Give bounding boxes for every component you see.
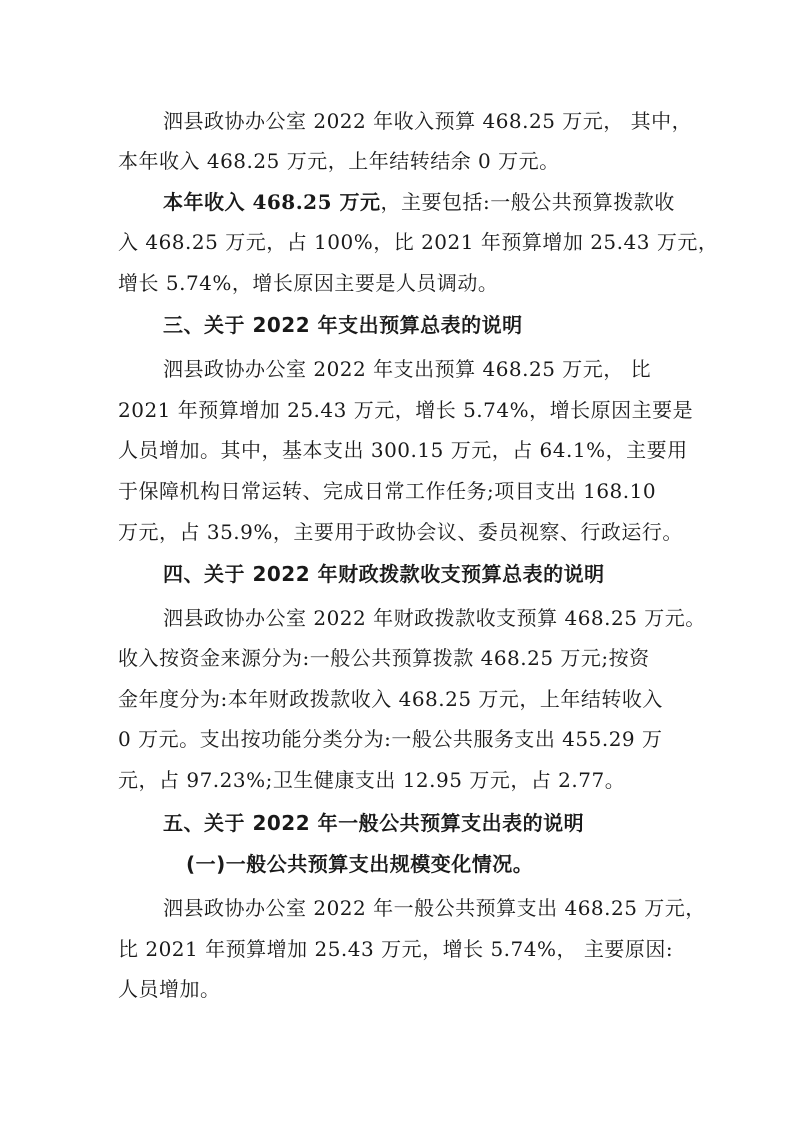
paragraph-line-8: 2021 年预算增加 25.43 万元，增长 5.74%，增长原因主要是 bbox=[118, 398, 694, 422]
paragraph-line-7: 泗县政协办公室 2022 年支出预算 468.25 万元， 比 bbox=[163, 357, 652, 381]
section-heading-5: 五、关于 2022 年一般公共预算支出表的说明 bbox=[163, 811, 585, 835]
paragraph-line-10: 于保障机构日常运转、完成日常工作任务;项目支出 168.10 bbox=[118, 479, 657, 503]
paragraph-line-15: 金年度分为:本年财政拨款收入 468.25 万元，上年结转收入 bbox=[118, 687, 663, 711]
paragraph-line-2: 本年收入 468.25 万元，上年结转结余 0 万元。 bbox=[118, 149, 560, 173]
paragraph-line-5: 增长 5.74%，增长原因主要是人员调动。 bbox=[118, 271, 499, 295]
paragraph-line-16: 0 万元。支出按功能分类分为:一般公共服务支出 455.29 万 bbox=[118, 727, 663, 751]
paragraph-line-17: 元，占 97.23%;卫生健康支出 12.95 万元，占 2.77。 bbox=[118, 768, 626, 792]
paragraph-line-4: 入 468.25 万元，占 100%，比 2021 年预算增加 25.43 万元， bbox=[118, 230, 719, 254]
paragraph-line-1: 泗县政协办公室 2022 年收入预算 468.25 万元， 其中， bbox=[163, 109, 693, 133]
paragraph-line-9: 人员增加。其中，基本支出 300.15 万元，占 64.1%，主要用 bbox=[118, 438, 688, 462]
section-heading-4: 四、关于 2022 年财政拨款收支预算总表的说明 bbox=[163, 562, 605, 586]
bold-lead-text: 本年收入 468.25 万元 bbox=[163, 190, 381, 214]
paragraph-line-20: 泗县政协办公室 2022 年一般公共预算支出 468.25 万元， bbox=[163, 896, 706, 920]
section-heading-3: 三、关于 2022 年支出预算总表的说明 bbox=[163, 313, 523, 337]
paragraph-line-22: 人员增加。 bbox=[118, 977, 221, 1001]
paragraph-line-13: 泗县政协办公室 2022 年财政拨款收支预算 468.25 万元。 bbox=[163, 606, 706, 630]
paragraph-line-14: 收入按资金来源分为:一般公共预算拨款 468.25 万元;按资 bbox=[118, 646, 650, 670]
paragraph-line-21: 比 2021 年预算增加 25.43 万元，增长 5.74%， 主要原因: bbox=[118, 937, 674, 961]
subsection-heading-1: (一)一般公共预算支出规模变化情况。 bbox=[186, 852, 534, 876]
paragraph-line-11: 万元，占 35.9%，主要用于政协会议、委员视察、行政运行。 bbox=[118, 520, 683, 544]
paragraph-line-3-rest: ，主要包括:一般公共预算拨款收 bbox=[380, 190, 675, 214]
paragraph-line-3 bbox=[163, 185, 733, 219]
